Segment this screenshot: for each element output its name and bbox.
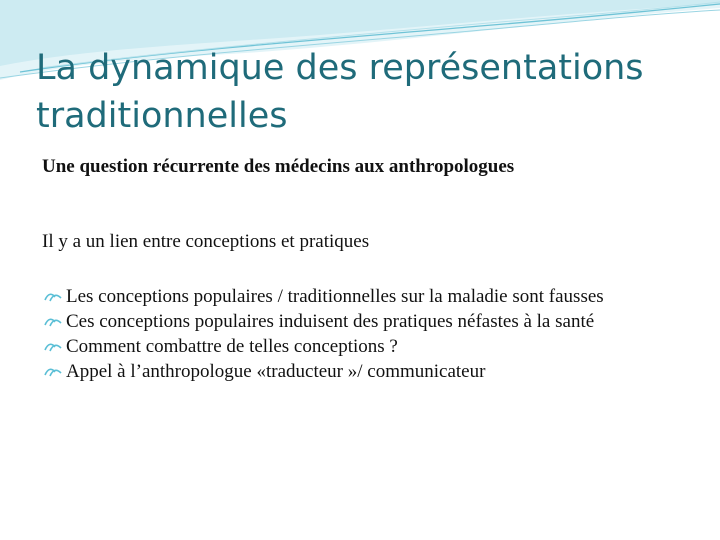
bullet-text: Appel à l’anthropologue «traducteur »/ communicateur: [66, 361, 486, 382]
wave-bullet-icon: [44, 314, 64, 328]
bullet-text: Les conceptions populaires / traditionnelles sur la maladie sont fausses: [66, 286, 604, 307]
bullet-item: [44, 286, 694, 307]
bullet-text: Ces conceptions populaires induisent des pratiques néfastes à la santé: [66, 311, 595, 332]
slide-title: La dynamique des représentations traditionnelles: [36, 48, 644, 136]
bullet-list: [44, 286, 694, 386]
wave-bullet-icon: [44, 339, 64, 353]
statement-text: Il y a un lien entre conceptions et pratiques: [42, 231, 370, 252]
bullet-text: Comment combattre de telles conceptions ?: [66, 336, 398, 357]
wave-bullet-icon: [44, 289, 64, 303]
bullet-item: [44, 361, 694, 382]
bullet-item: [44, 336, 694, 357]
bullet-item: [44, 311, 694, 332]
wave-bullet-icon: [44, 364, 64, 378]
lead-question: Une question récurrente des médecins aux anthropologues: [42, 156, 515, 177]
